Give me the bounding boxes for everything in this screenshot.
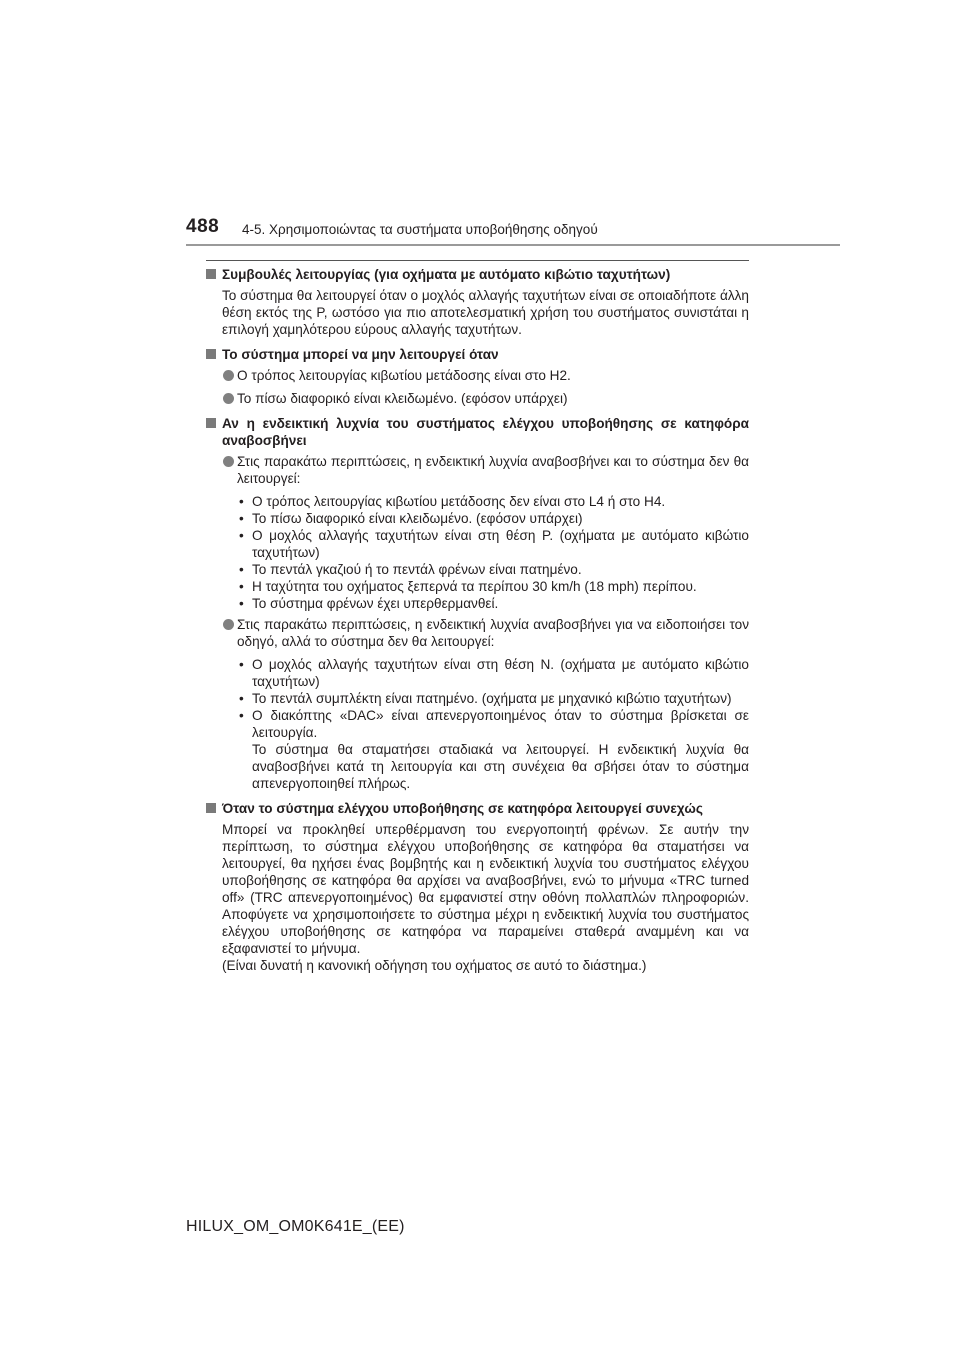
list-item bbox=[206, 690, 749, 707]
list-item-text: Το πεντάλ συμπλέκτη είναι πατημένο. (οχήματα με μηχανικό κιβώτιο ταχυτήτων) bbox=[252, 691, 732, 706]
bullet-text: Το πίσω διαφορικό είναι κλειδωμένο. (εφόσον υπάρχει) bbox=[237, 391, 568, 406]
list-item-text: Ο τρόπος λειτουργίας κιβωτίου μετάδοσης δεν είναι στο L4 ή στο H4. bbox=[252, 494, 666, 509]
circle-bullet-icon bbox=[223, 370, 234, 381]
list-item-text: Ο μοχλός αλλαγής ταχυτήτων είναι στη θέση N. (οχήματα με αυτόματο κιβώτιο ταχυτήτων) bbox=[252, 657, 749, 689]
section-paragraph-text: Μπορεί να προκληθεί υπερθέρμανση του ενεργοποιητή φρένων. Σε αυτήν την περίπτωση, το σύστημα ελέγχου υποβοήθησης σε κατηφόρα θα σταματήσει να λειτουργεί, θα ηχήσει ένας βομβητής και η ενδεικτική λυχνία του συστήματος ελέγχου υποβοήθησης σε κατηφόρα θα αρχίσει να αναβοσβήνει, ενώ το μήνυμα «TRC turned off» (TRC απενεργοποιημένος) θα εμφανιστεί στην οθόνη πολλαπλών πληροφοριών. Αποφύγετε να χρησιμοποιήσετε το σύστημα μέχρι η ενδεικτική λυχνία του συστήματος ελέγχου υποβοήθησης σε κατηφόρα να παραμείνει σταθερά αναμμένη και να εξαφανιστεί το μήνυμα. bbox=[222, 822, 749, 956]
bullet-item bbox=[206, 616, 749, 650]
list-item bbox=[206, 656, 749, 690]
section-may-not-operate bbox=[206, 346, 749, 407]
chapter-title: 4-5. Χρησιμοποιώντας τα συστήματα υποβοήθησης οδηγού bbox=[242, 222, 598, 237]
dot-icon: • bbox=[239, 708, 244, 723]
section-heading-text: Το σύστημα μπορεί να μην λειτουργεί όταν bbox=[222, 347, 499, 362]
bullet-item bbox=[206, 367, 749, 384]
header-divider bbox=[186, 244, 840, 246]
page-number: 488 bbox=[186, 216, 220, 237]
section-operation-tips bbox=[206, 266, 749, 338]
list-item-text: Ο μοχλός αλλαγής ταχυτήτων είναι στη θέση P. (οχήματα με αυτόματο κιβώτιο ταχυτήτων) bbox=[252, 528, 749, 560]
dot-icon: • bbox=[239, 562, 244, 577]
bullet-text: Στις παρακάτω περιπτώσεις, η ενδεικτική λυχνία αναβοσβήνει για να ειδοποιήσει τον οδηγό, αλλά το σύστημα δεν θα λειτουργεί: bbox=[237, 617, 749, 649]
section-continuous-operation bbox=[206, 800, 749, 974]
circle-bullet-icon bbox=[223, 393, 234, 404]
bullet-item bbox=[206, 390, 749, 407]
footer-manual-code: HILUX_OM_OM0K641E_(EE) bbox=[186, 1218, 405, 1235]
list-item-note: Το σύστημα θα σταματήσει σταδιακά να λειτουργεί. Η ενδεικτική λυχνία θα αναβοσβήνει κατά τη λειτουργία και στη συνέχεια θα σβήσει όταν το σύστημα απενεργοποιηθεί πλήρως. bbox=[252, 742, 749, 791]
list-item bbox=[206, 527, 749, 561]
list-item-text: Το πεντάλ γκαζιού ή το πεντάλ φρένων είναι πατημένο. bbox=[252, 562, 582, 577]
list-item bbox=[206, 493, 749, 510]
square-bullet-icon bbox=[206, 418, 216, 428]
bullet-text: Ο τρόπος λειτουργίας κιβωτίου μετάδοσης είναι στο H2. bbox=[237, 368, 571, 383]
dot-icon: • bbox=[239, 657, 244, 672]
section-heading bbox=[206, 800, 749, 817]
section-heading bbox=[206, 266, 749, 283]
list-item bbox=[206, 707, 749, 792]
list-item bbox=[206, 578, 749, 595]
dot-icon: • bbox=[239, 494, 244, 509]
section-indicator-flashes bbox=[206, 415, 749, 792]
section-paragraph: Το σύστημα θα λειτουργεί όταν ο μοχλός αλλαγής ταχυτήτων είναι σε οποιαδήποτε άλλη θέση εκτός της P, ωστόσο για πιο αποτελεσματική χρήση του συστήματος συνιστάται η επιλογή χαμηλότερου εύρους αλλαγής ταχυτήτων. bbox=[222, 288, 749, 337]
dot-icon: • bbox=[239, 528, 244, 543]
square-bullet-icon bbox=[206, 269, 216, 279]
list-item-text: Το σύστημα φρένων έχει υπερθερμανθεί. bbox=[252, 596, 499, 611]
condition-list bbox=[206, 656, 749, 792]
list-item bbox=[206, 561, 749, 578]
dot-icon: • bbox=[239, 511, 244, 526]
list-item-text: Το πίσω διαφορικό είναι κλειδωμένο. (εφόσον υπάρχει) bbox=[252, 511, 583, 526]
list-item bbox=[206, 510, 749, 527]
bullet-item bbox=[206, 453, 749, 487]
section-heading-text: Όταν το σύστημα ελέγχου υποβοήθησης σε κατηφόρα λειτουργεί συνεχώς bbox=[222, 801, 703, 816]
circle-bullet-icon bbox=[223, 619, 234, 630]
list-item-text: Ο διακόπτης «DAC» είναι απενεργοποιημένος όταν το σύστημα βρίσκεται σε λειτουργία. bbox=[252, 708, 749, 740]
list-item bbox=[206, 595, 749, 612]
circle-bullet-icon bbox=[223, 456, 234, 467]
section-heading bbox=[206, 346, 749, 363]
dot-icon: • bbox=[239, 596, 244, 611]
square-bullet-icon bbox=[206, 349, 216, 359]
bullet-text: Στις παρακάτω περιπτώσεις, η ενδεικτική λυχνία αναβοσβήνει και το σύστημα δεν θα λειτουργεί: bbox=[237, 454, 749, 486]
page-content bbox=[206, 266, 749, 982]
section-paragraph bbox=[206, 821, 749, 974]
condition-list bbox=[206, 493, 749, 612]
section-heading bbox=[206, 415, 749, 449]
section-divider bbox=[206, 260, 749, 261]
section-paragraph-note: (Είναι δυνατή η κανονική οδήγηση του οχήματος σε αυτό το διάστημα.) bbox=[222, 958, 647, 973]
square-bullet-icon bbox=[206, 803, 216, 813]
list-item-text: Η ταχύτητα του οχήματος ξεπερνά τα περίπου 30 km/h (18 mph) περίπου. bbox=[252, 579, 697, 594]
section-heading-text: Συμβουλές λειτουργίας (για οχήματα με αυτόματο κιβώτιο ταχυτήτων) bbox=[222, 267, 671, 282]
dot-icon: • bbox=[239, 691, 244, 706]
section-heading-text: Αν η ενδεικτική λυχνία του συστήματος ελέγχου υποβοήθησης σε κατηφόρα αναβοσβήνει bbox=[222, 416, 749, 448]
dot-icon: • bbox=[239, 579, 244, 594]
